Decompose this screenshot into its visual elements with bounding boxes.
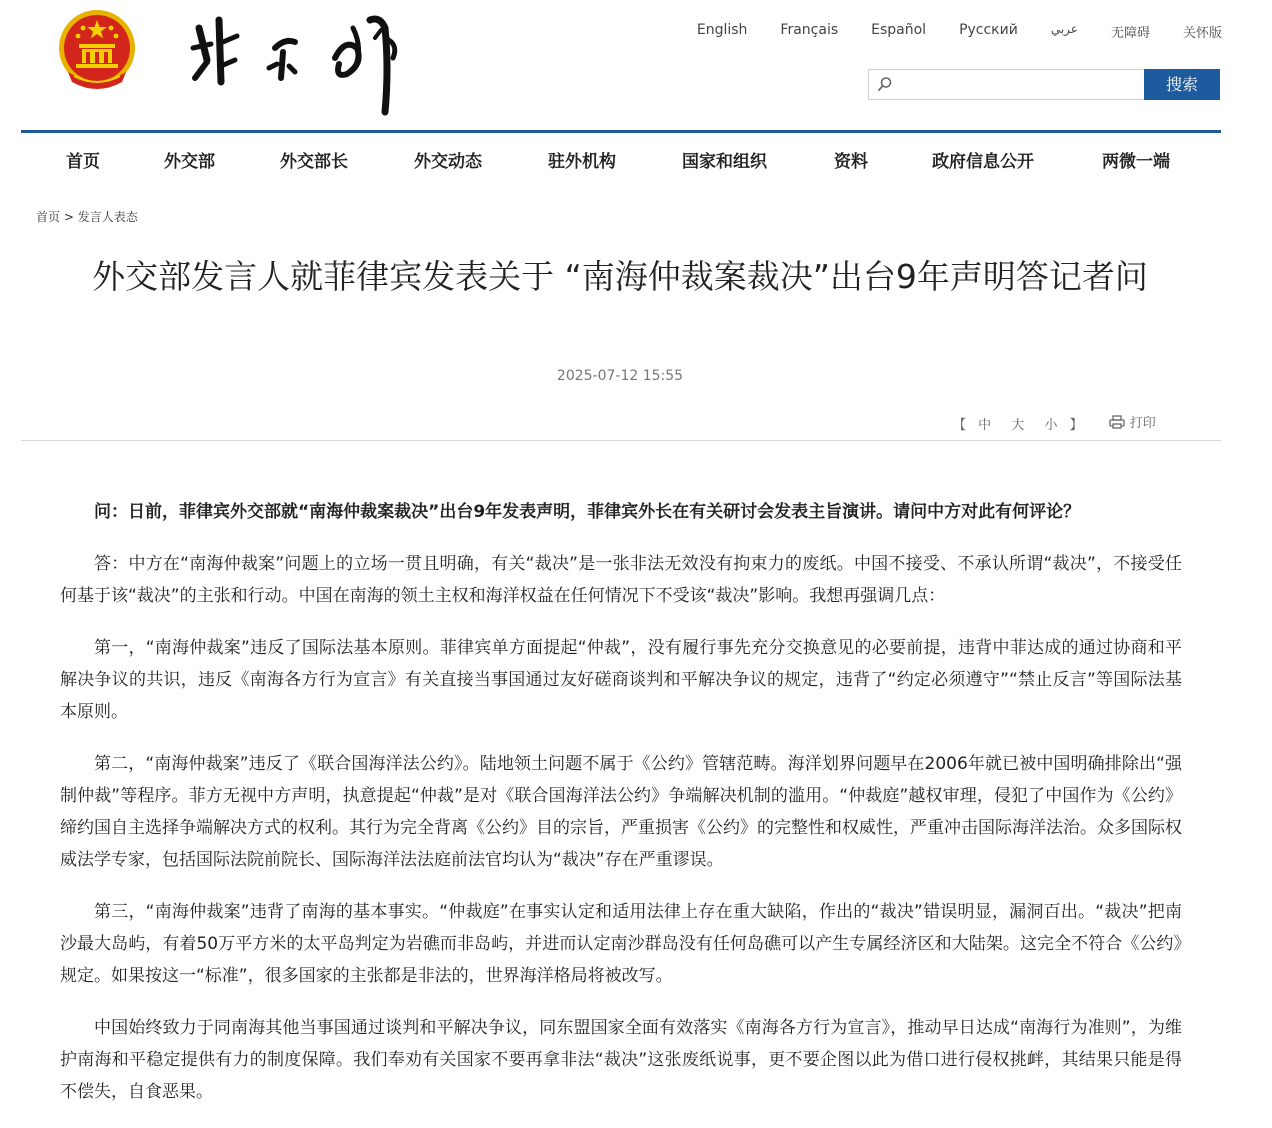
nav-item-diplomatic-news[interactable]: 外交动态 xyxy=(414,152,482,172)
lang-spanish-link[interactable]: Español xyxy=(871,22,927,38)
nav-item-social-media[interactable]: 两微一端 xyxy=(1102,152,1170,172)
accessibility-link[interactable]: 无障碍 xyxy=(1110,26,1150,41)
nav-item-home[interactable]: 首页 xyxy=(66,152,100,172)
search-bar xyxy=(868,69,1220,100)
font-size-switcher xyxy=(953,418,1087,433)
elderly-care-link[interactable]: 关怀版 xyxy=(1182,26,1222,41)
bracket-open: 【 xyxy=(953,417,967,433)
search-icon xyxy=(877,76,893,92)
breadcrumb xyxy=(36,208,138,225)
language-switcher xyxy=(664,22,1222,41)
nav-item-ministry[interactable]: 外交部 xyxy=(164,152,215,172)
question-paragraph: 问：日前，菲律宾外交部就“南海仲裁案裁决”出台9年发表声明，菲律宾外长在有关研讨会发表主旨演讲。请问中方对此有何评论？ xyxy=(94,502,1081,522)
article-tools xyxy=(953,412,1156,433)
nav-item-resources[interactable]: 资料 xyxy=(834,152,868,172)
main-nav xyxy=(21,133,1221,183)
article-body xyxy=(60,496,1182,1128)
lang-russian-link[interactable]: Русский xyxy=(959,22,1018,38)
printer-icon xyxy=(1109,415,1125,429)
font-size-small[interactable]: 小 xyxy=(1044,417,1058,433)
national-emblem-logo[interactable] xyxy=(52,6,142,94)
nav-item-countries-orgs[interactable]: 国家和组织 xyxy=(682,152,767,172)
search-button[interactable]: 搜索 xyxy=(1144,69,1220,100)
lang-arabic-link[interactable]: عربي xyxy=(1050,22,1078,36)
search-input[interactable] xyxy=(899,72,1143,99)
breadcrumb-section[interactable]: 发言人表态 xyxy=(77,210,138,224)
article-divider xyxy=(21,440,1221,441)
body-paragraph: 中国始终致力于同南海其他当事国通过谈判和平解决争议，同东盟国家全面有效落实《南海各方行为宣言》，推动早日达成“南海行为准则”，为维护南海和平稳定提供有力的制度保障。我们奉劝有关国家不要再拿非法“裁决”这张废纸说事，更不要企图以此为借口进行侵权挑衅，其结果只能是得不偿失，自食恶果。 xyxy=(60,1018,1182,1102)
answer-paragraph: 答：中方在“南海仲裁案”问题上的立场一贯且明确，有关“裁决”是一张非法无效没有拘束力的废纸。中国不接受、不承认所谓“裁决”，不接受任何基于该“裁决”的主张和行动。中国在南海的领土主权和海洋权益在任何情况下不受该“裁决”影响。我想再强调几点： xyxy=(60,554,1182,606)
body-paragraph: 第一，“南海仲裁案”违反了国际法基本原则。菲律宾单方面提起“仲裁”，没有履行事先充分交换意见的必要前提，违背中菲达成的通过协商和平解决争议的共识，违反《南海各方行为宣言》有关直接当事国通过友好磋商谈判和平解决争议的规定，违背了“约定必须遵守”“禁止反言”等国际法基本原则。 xyxy=(60,638,1182,722)
bracket-close: 】 xyxy=(1069,417,1083,433)
body-paragraph: 第三，“南海仲裁案”违背了南海的基本事实。“仲裁庭”在事实认定和适用法律上存在重大缺陷，作出的“裁决”错误明显，漏洞百出。“裁决”把南沙最大岛屿，有着50万平方米的太平岛判定为岩礁而非岛屿，并进而认定南沙群岛没有任何岛礁可以产生专属经济区和大陆架。这完全不符合《公约》规定。如果按这一“标准”，很多国家的主张都是非法的，世界海洋格局将被改写。 xyxy=(60,902,1182,986)
breadcrumb-home[interactable]: 首页 xyxy=(36,210,61,224)
article-date: 2025-07-12 15:55 xyxy=(556,368,684,384)
print-button[interactable] xyxy=(1109,412,1156,431)
ministry-calligraphy-logo[interactable] xyxy=(185,8,410,118)
body-paragraph: 第二，“南海仲裁案”违反了《联合国海洋法公约》。陆地领土问题不属于《公约》管辖范畴。海洋划界问题早在2006年就已被中国明确排除出“强制仲裁”等程序。菲方无视中方声明，执意提起“仲裁”是对《联合国海洋法公约》争端解决机制的滥用。“仲裁庭”越权审理，侵犯了中国作为《公约》缔约国自主选择争端解决方式的权利。其行为完全背离《公约》目的宗旨，严重损害《公约》的完整性和权威性，严重冲击国际海洋法治。众多国际权威法学专家，包括国际法院前院长、国际海洋法法庭前法官均认为“裁决”存在严重谬误。 xyxy=(60,754,1182,870)
nav-item-minister[interactable]: 外交部长 xyxy=(280,152,348,172)
lang-english-link[interactable]: English xyxy=(696,22,748,38)
article-title: 外交部发言人就菲律宾发表关于 “南海仲裁案裁决”出台9年声明答记者问 xyxy=(92,257,1148,296)
lang-french-link[interactable]: Français xyxy=(780,22,839,38)
breadcrumb-separator: > xyxy=(63,210,74,224)
nav-item-gov-info[interactable]: 政府信息公开 xyxy=(932,152,1034,172)
nav-item-missions-abroad[interactable]: 驻外机构 xyxy=(548,152,616,172)
print-label: 打印 xyxy=(1129,416,1156,431)
site-header xyxy=(0,0,1272,130)
font-size-large[interactable]: 大 xyxy=(1011,417,1025,433)
font-size-medium[interactable]: 中 xyxy=(978,417,992,433)
